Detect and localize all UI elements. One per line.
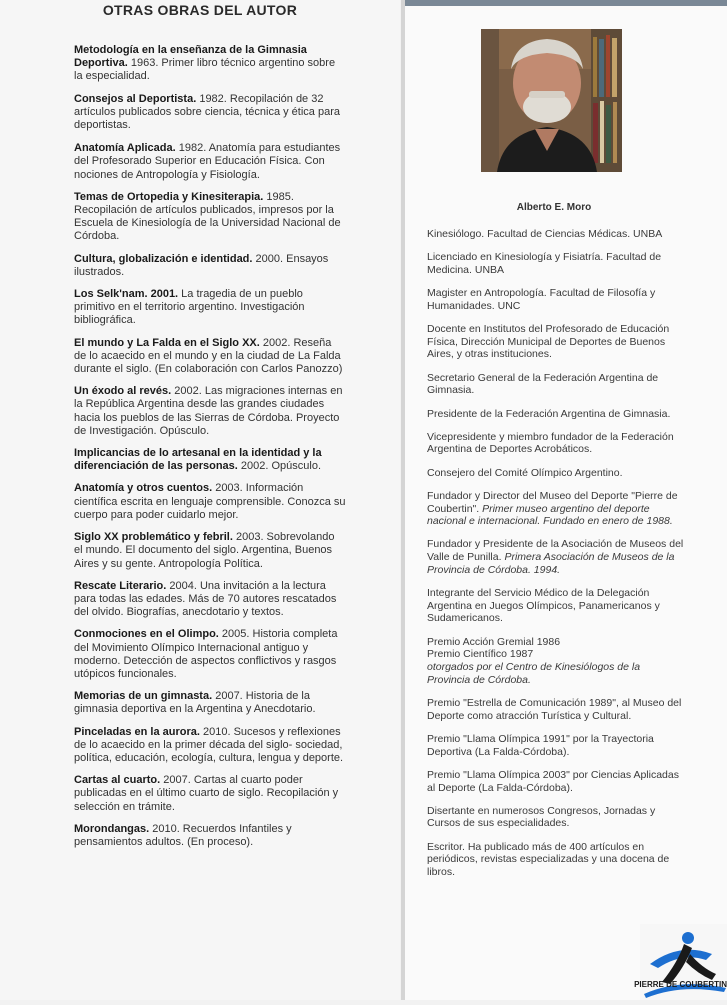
work-item <box>74 385 346 438</box>
bio-item <box>427 733 685 758</box>
work-description: 2010. Sucesos y reflexiones de lo acaecido en la primer década del siglo- sociedad, política, educación, ecología, cultura, lengua y deporte. <box>74 725 344 764</box>
work-description: 1963. Primer libro técnico argentino sobre la especialidad. <box>74 57 336 83</box>
author-name: Alberto E. Moro <box>516 202 592 213</box>
bio-text: Premio "Llama Olímpica 1991" por la Trayectoria Deportiva (La Falda-Córdoba). <box>427 732 654 758</box>
work-item <box>74 44 346 84</box>
work-title: Pinceladas en la aurora. <box>74 725 200 738</box>
work-description: 2003. Información científica escrita en lenguaje comprensible. Conozca su cuerpo para poder cuidarlo mejor. <box>74 482 346 521</box>
bio-text: Fundador y Presidente de la Asociación de Museos del Valle de Punilla. <box>427 538 684 564</box>
bio-item <box>427 636 685 687</box>
work-description: 2005. Historia completa del Movimiento Olímpico Internacional antiguo y moderno. Detección de aspectos conflictivos y rasgos utópicos funcionales. <box>74 628 338 680</box>
bio-item <box>427 323 685 361</box>
work-title: Anatomía Aplicada. <box>74 142 176 155</box>
work-item <box>74 93 346 133</box>
bio-text: Premio "Llama Olímpica 2003" por Ciencias Aplicadas al Deporte (La Falda-Córdoba). <box>427 768 679 794</box>
work-item <box>74 580 346 620</box>
bio-text: Consejero del Comité Olímpico Argentino. <box>427 466 623 479</box>
bio-text: Fundador y Director del Museo del Deporte "Pierre de Coubertin". <box>427 489 678 515</box>
bio-text: Premio Acción Gremial 1986 Premio Científico 1987 <box>427 635 561 661</box>
work-item <box>74 253 346 279</box>
bio-item <box>427 841 685 879</box>
work-title: Los Selk'nam. 2001. <box>74 288 179 301</box>
work-item <box>74 482 346 522</box>
work-title: Implicancias de lo artesanal en la identidad y la diferenciación de las personas. <box>74 447 322 473</box>
work-description: 1982. Recopilación de 32 artículos publicados sobre ciencia, técnica y ética para deportistas. <box>74 92 340 132</box>
bio-item <box>427 587 685 625</box>
bio-item <box>427 431 685 456</box>
work-title: Rescate Literario. <box>74 579 167 592</box>
work-item <box>74 628 346 681</box>
work-item <box>74 690 346 716</box>
bio-item <box>427 251 685 276</box>
work-title: Siglo XX problemático y febril. <box>74 531 233 544</box>
work-item <box>74 288 346 328</box>
work-item <box>74 774 346 814</box>
bio-item <box>427 538 685 576</box>
bio-text: Presidente de la Federación Argentina de Gimnasia. <box>427 407 671 420</box>
bio-text: Premio "Estrella de Comunicación 1989", al Museo del Deporte como atracción Turística y Cultural. <box>427 696 682 722</box>
work-description: 2004. Una invitación a la lectura para todas las edades. Más de 70 autores rescatados del olvido. Biografías, anecdotario y textos. <box>74 579 337 619</box>
bio-item <box>427 697 685 722</box>
bio-item <box>427 287 685 312</box>
top-border-line <box>405 0 727 6</box>
work-title: Consejos al Deportista. <box>74 92 197 105</box>
bio-item <box>427 769 685 794</box>
bio-item <box>427 805 685 830</box>
work-title: Cultura, globalización e identidad. <box>74 252 253 265</box>
bio-text: Magister en Antropología. Facultad de Filosofía y Humanidades. UNC <box>427 287 656 312</box>
bio-italic-text: Primera Asociación de Museos de la Provincia de Córdoba. 1994. <box>427 551 675 576</box>
work-title: Conmociones en el Olimpo. <box>74 628 219 641</box>
work-title: El mundo y La Falda en el Siglo XX. <box>74 336 260 349</box>
work-description: 2007. Historia de la gimnasia deportiva en la Argentina y Anecdotario. <box>74 690 316 716</box>
work-description: 1985. Recopilación de artículos publicados, impresos por la Escuela de Kinesiología de la Universidad Nacional de Córdoba. <box>74 190 341 243</box>
page-heading: OTRAS OBRAS DEL AUTOR <box>102 2 298 18</box>
bio-text: Docente en Institutos del Profesorado de Educación Física, Dirección Municipal de Deportes de Buenos Aires, y otras instituciones. <box>427 323 670 361</box>
bio-italic-text: Primer museo argentino del deporte nacional e internacional. Fundado en enero de 1988. <box>427 502 673 528</box>
work-item <box>74 531 346 571</box>
bio-item <box>427 408 685 421</box>
bio-text: Integrante del Servicio Médico de la Delegación Argentina en Juegos Olímpicos, Panamericanos y Sudamericanos. <box>427 587 660 625</box>
work-title: Un éxodo al revés. <box>74 385 172 398</box>
work-title: Cartas al cuarto. <box>74 774 161 787</box>
bio-text: Vicepresidente y miembro fundador de la Federación Argentina de Deportes Acrobáticos. <box>427 430 674 456</box>
bio-item <box>427 490 685 528</box>
work-title: Memorias de un gimnasta. <box>74 690 213 703</box>
work-description: 1982. Anatomía para estudiantes del Profesorado Superior en Educación Física. Con nociones de Antropología y Fisiología. <box>74 142 341 181</box>
work-description: La tragedia de un pueblo primitivo en el territorio argentino. Investigación bibliográfica. <box>74 288 305 327</box>
work-title: Anatomía y otros cuentos. <box>74 482 213 495</box>
work-item <box>74 447 346 473</box>
bio-text: Kinesiólogo. Facultad de Ciencias Médicas. UNBA <box>427 228 663 240</box>
work-description: 2002. Reseña de lo acaecido en el mundo y en la ciudad de La Falda durante el siglo. (En colaboración con Carlos Panozzo) <box>74 336 343 376</box>
author-bio-list <box>427 228 685 889</box>
works-list <box>74 44 346 849</box>
bio-text: Licenciado en Kinesiología y Fisiatría. Facultad de Medicina. UNBA <box>427 251 662 276</box>
work-item <box>74 191 346 244</box>
work-item <box>74 726 346 766</box>
bio-item <box>427 467 685 480</box>
work-description: 2002. Opúsculo. <box>237 460 322 473</box>
bio-text: Secretario General de la Federación Argentina de Gimnasia. <box>427 371 659 397</box>
work-description: 2007. Cartas al cuarto poder publicadas en el último cuarto de siglo. Recopilación y selección en trámite. <box>74 774 339 813</box>
work-description: 2000. Ensayos ilustrados. <box>74 252 329 278</box>
bio-italic-text: otorgados por el Centro de Kinesiólogos de la Provincia de Córdoba. <box>427 661 641 686</box>
work-item <box>74 142 346 182</box>
bio-text: Disertante en numerosos Congresos, Jornadas y Cursos de sus especialidades. <box>427 804 656 830</box>
logo-text: PIERRE DE COUBERTIN <box>634 980 727 989</box>
author-photo <box>481 29 622 172</box>
work-title: Temas de Ortopedia y Kinesiterapia. <box>74 190 264 203</box>
work-description: 2003. Sobrevolando el mundo. El documento del siglo. Argentina, Buenos Aires y su gente. Antropología Política. <box>74 531 335 570</box>
work-item <box>74 823 346 849</box>
work-title: Morondangas. <box>74 822 150 835</box>
work-description: 2010. Recuerdos Infantiles y pensamientos adultos. (En proceso). <box>74 822 292 848</box>
bio-item <box>427 228 685 241</box>
work-item <box>74 337 346 377</box>
work-description: 2002. Las migraciones internas en la República Argentina desde las grandes ciudades hacia los pueblos de las Sierras de Córdoba. Proyecto de Investigación. Opúsculo. <box>74 385 343 437</box>
work-title: Metodología en la enseñanza de la Gimnasia Deportiva. <box>74 44 307 70</box>
bio-item <box>427 372 685 397</box>
bio-text: Escritor. Ha publicado más de 400 artículos en periódicos, revistas especializadas y una docena de libros. <box>427 840 670 879</box>
